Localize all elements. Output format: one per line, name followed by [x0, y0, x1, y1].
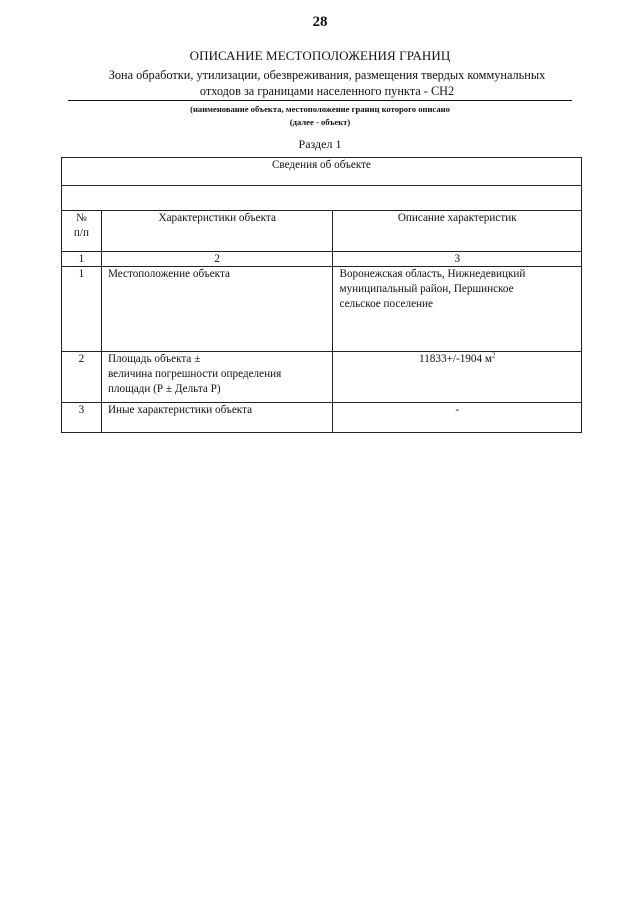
row-description: -: [333, 403, 582, 433]
row-description-line: сельское поселение: [339, 298, 433, 310]
row-description-line: Воронежская область, Нижнедевицкий: [339, 268, 526, 280]
table-header: Сведения об объекте: [62, 158, 582, 186]
object-info-table: [61, 157, 582, 433]
row-characteristic: Местоположение объекта: [101, 267, 333, 352]
object-caption-line-1: (наименование объекта, местоположение границ которого описано: [190, 104, 450, 114]
area-unit-exponent: 2: [491, 351, 496, 360]
column-header-row: [62, 211, 582, 252]
table-row: [62, 403, 582, 433]
table-empty-row: [62, 186, 582, 211]
row-number: 2: [62, 352, 102, 403]
table-row: [62, 352, 582, 403]
column-number-1: 1: [62, 252, 102, 267]
column-header-characteristics: Характеристики объекта: [101, 211, 333, 252]
row-description-line: муниципальный район, Першинское: [339, 283, 514, 295]
row-number: 3: [62, 403, 102, 433]
row-number: 1: [62, 267, 102, 352]
object-caption: [0, 103, 640, 129]
title-underline: [68, 100, 572, 101]
object-name-line-2: отходов за границами населенного пункта - СН2: [199, 84, 455, 98]
row-characteristic-line: величина погрешности определения: [107, 368, 282, 380]
column-header-description: Описание характеристик: [333, 211, 582, 252]
column-header-number-line-1: №: [76, 212, 87, 224]
page-number: 28: [312, 14, 328, 30]
column-number-2: 2: [101, 252, 333, 267]
row-characteristic-line: площади (Р ± Дельта Р): [107, 383, 221, 395]
column-header-number-line-2: п/п: [73, 227, 90, 239]
area-value: 11833+/-1904 м: [419, 353, 492, 365]
table-header-row: [62, 158, 582, 186]
object-caption-line-2: (далее - объект): [289, 117, 351, 127]
column-number-3: 3: [333, 252, 582, 267]
column-number-row: [62, 252, 582, 267]
row-description: [333, 352, 582, 403]
section-label: Раздел 1: [298, 137, 342, 151]
row-characteristic-line: Площадь объекта ±: [107, 353, 201, 365]
table-row: [62, 267, 582, 352]
table-empty-cell: [62, 186, 582, 211]
document-title: ОПИСАНИЕ МЕСТОПОЛОЖЕНИЯ ГРАНИЦ: [189, 48, 451, 63]
object-name-line-1: Зона обработки, утилизации, обезвреживания, размещения твердых коммунальных: [108, 68, 546, 82]
column-header-number: [62, 211, 102, 252]
row-characteristic: Иные характеристики объекта: [101, 403, 333, 433]
row-characteristic: [101, 352, 333, 403]
object-name: [88, 67, 566, 99]
row-description: [333, 267, 582, 352]
